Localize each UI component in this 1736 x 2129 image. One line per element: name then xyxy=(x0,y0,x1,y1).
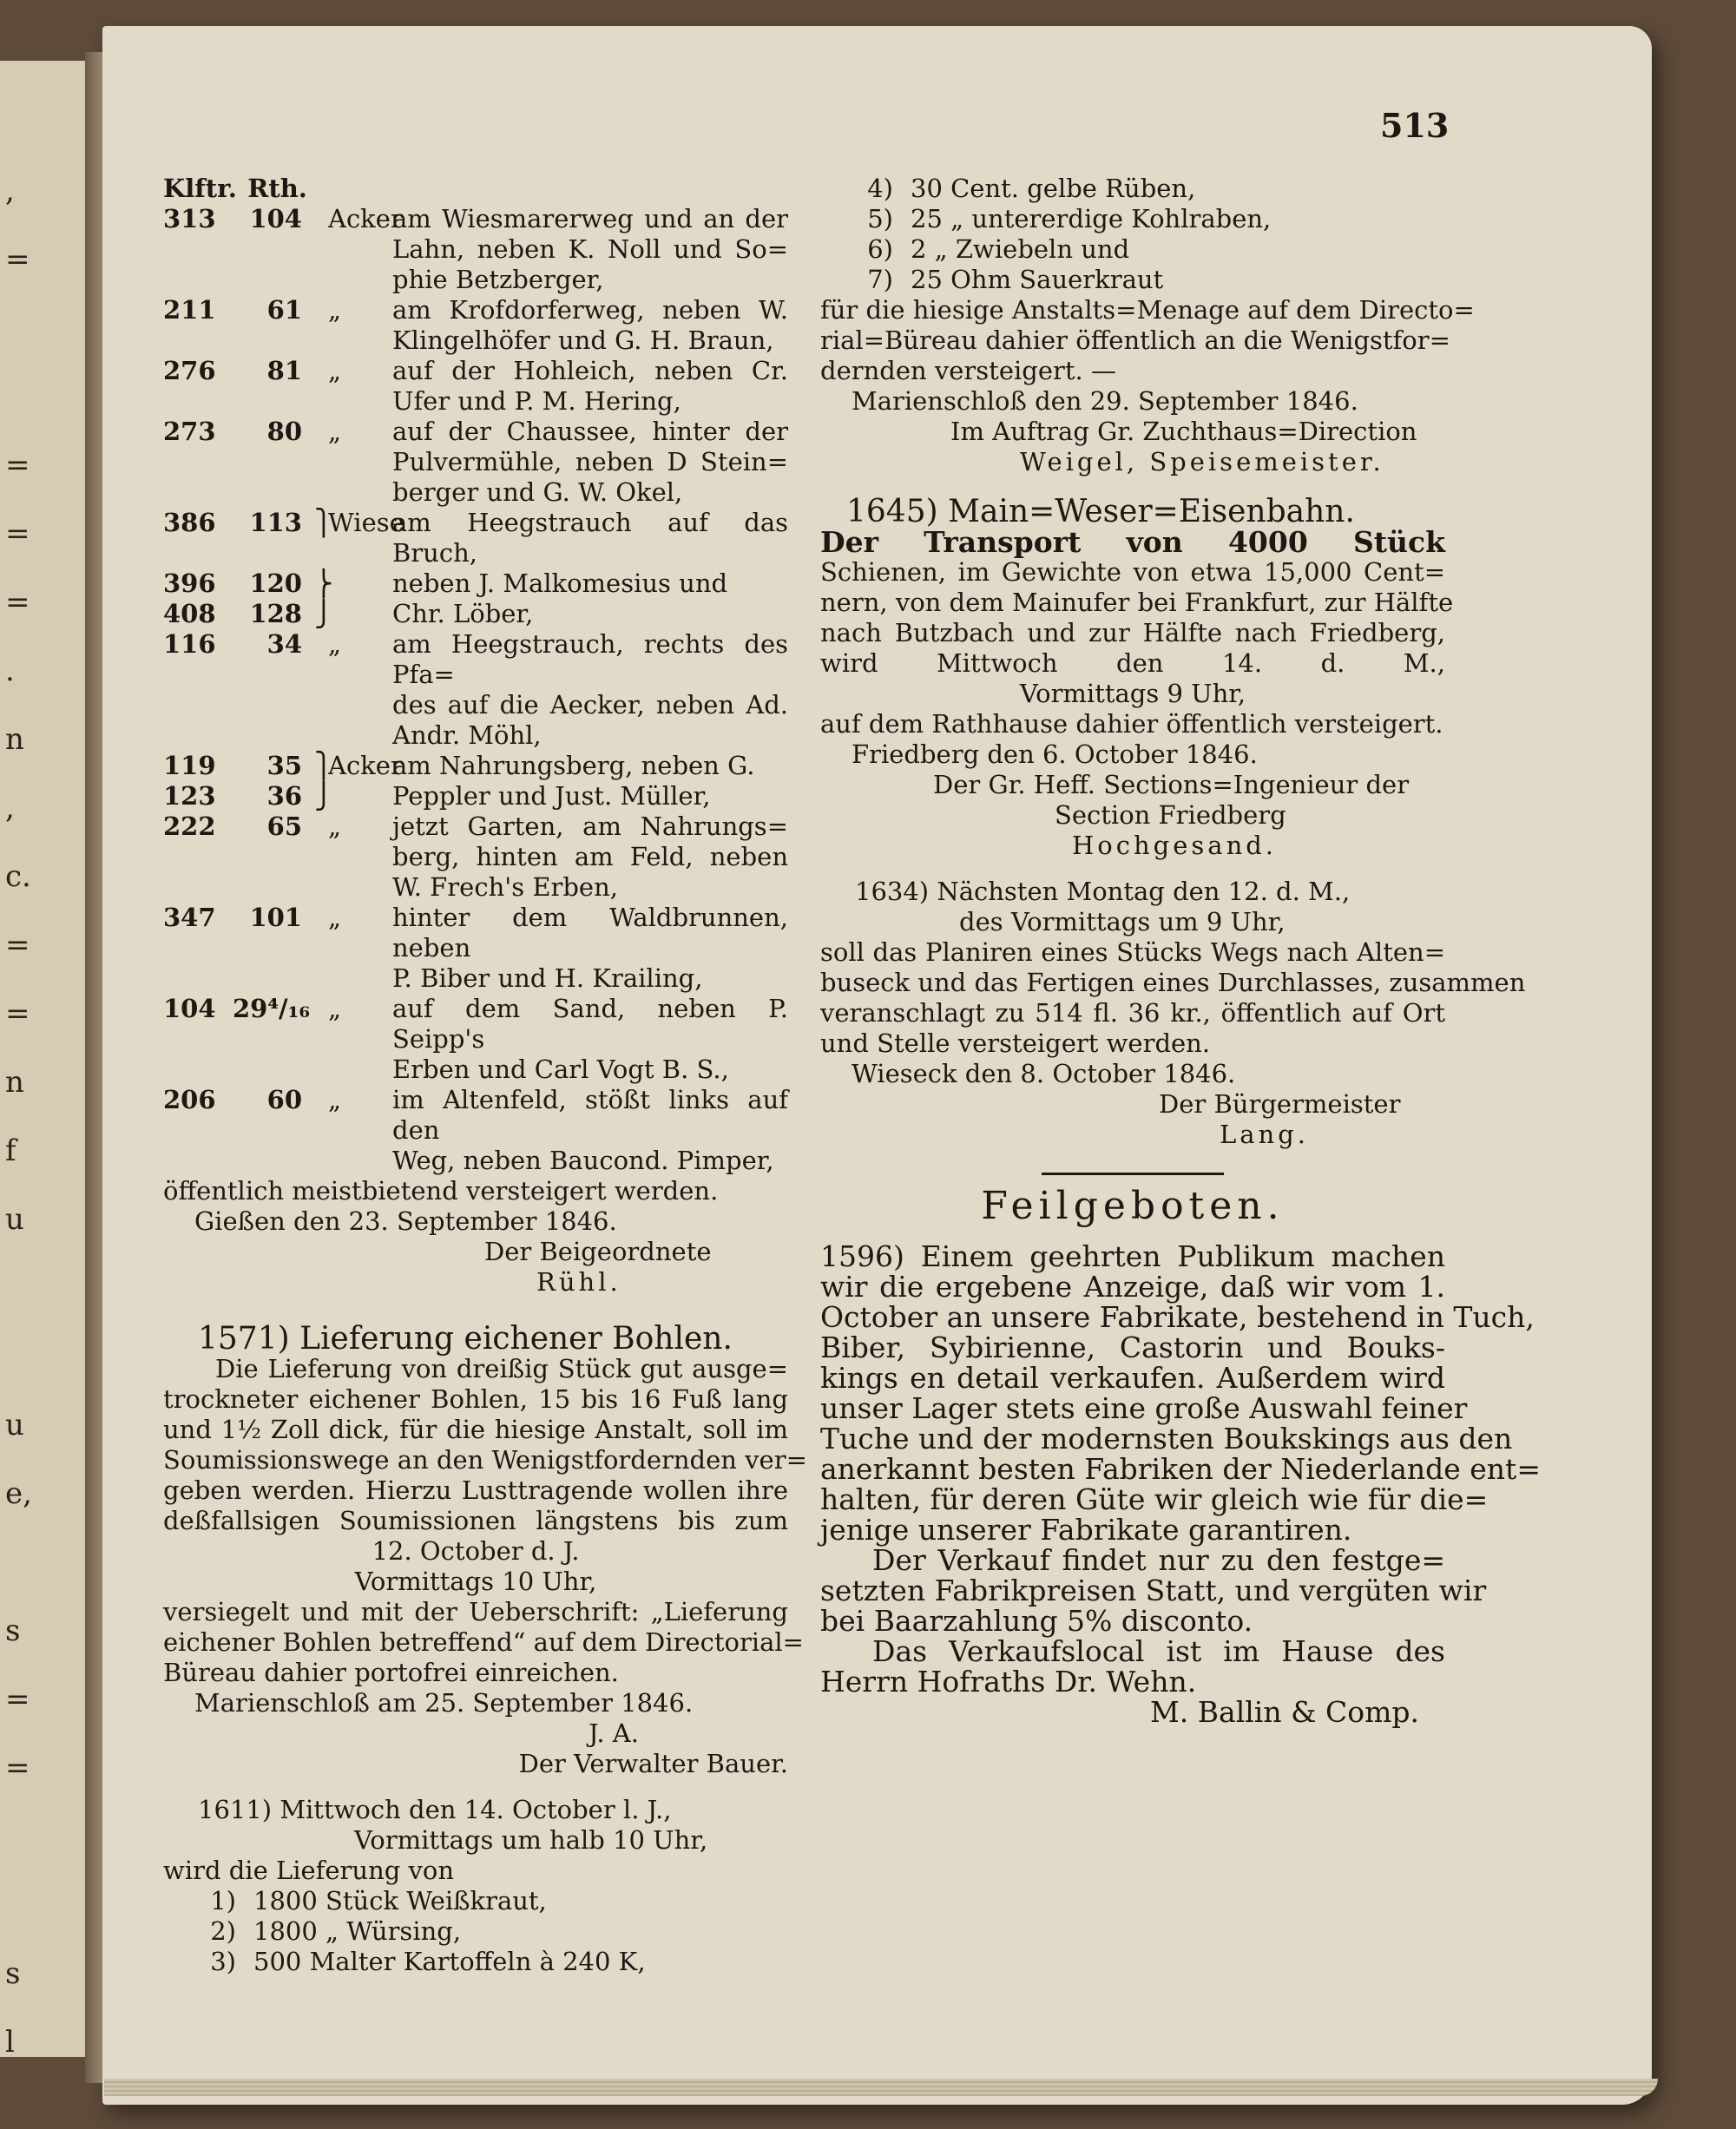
description-line: des auf die Aecker, neben Ad. xyxy=(392,690,788,720)
rth-value: 80 xyxy=(266,417,302,446)
table-row xyxy=(163,356,788,417)
rth-value: 29⁴/₁₆ xyxy=(233,994,311,1023)
section-title-feilgeboten: Feilgeboten. xyxy=(981,1184,1285,1228)
previous-page-fragment: = xyxy=(5,448,30,483)
list-item xyxy=(820,174,1445,204)
text-line: soll das Planiren eines Stücks Wegs nach Alten= xyxy=(820,937,1445,967)
previous-page-fragment: = xyxy=(5,242,30,277)
notice-1645-line-5: auf dem Rathhause dahier öffentlich versteigert. xyxy=(820,709,1443,739)
left-column xyxy=(163,174,807,1977)
klafter-value: 222 xyxy=(163,812,216,841)
table-row xyxy=(163,204,788,295)
text-line: jenige unserer Fabrikate garantiren. xyxy=(820,1513,1352,1547)
table-row xyxy=(163,1085,788,1176)
notice-1611-items xyxy=(163,1886,788,1977)
previous-page-fragment: = xyxy=(5,928,30,963)
row-brace: ⎫ xyxy=(314,508,333,537)
previous-page-fragment: . xyxy=(5,654,15,688)
item-number: 4) xyxy=(867,174,893,203)
table-row xyxy=(163,508,788,568)
row-brace: ⎬ xyxy=(314,568,333,598)
row-brace: ⎭ xyxy=(314,781,333,811)
table-row xyxy=(163,599,788,629)
rth-value: 36 xyxy=(266,781,302,811)
description-line: im Altenfeld, stößt links auf den xyxy=(392,1085,788,1145)
continued-items xyxy=(820,174,1445,295)
notice-1645-place: Friedberg den 6. October 1846. xyxy=(852,739,1258,769)
list-item xyxy=(820,234,1445,265)
previous-page-edge xyxy=(0,61,89,2060)
description-line: am Nahrungsberg, neben G. xyxy=(392,751,755,780)
header-rth: Rth. xyxy=(247,174,307,203)
notice-1645-headline: Der Transport von 4000 Stück xyxy=(820,525,1445,559)
description-line: Chr. Löber, xyxy=(392,599,534,628)
table-row xyxy=(163,417,788,508)
page-number: 513 xyxy=(1380,106,1450,145)
description-line: P. Biber und H. Krailing, xyxy=(392,963,703,993)
previous-page-fragment: e, xyxy=(5,1476,32,1511)
notice-1645-time: Vormittags 9 Uhr, xyxy=(1019,679,1246,708)
land-type: „ xyxy=(328,417,342,446)
land-type: „ xyxy=(328,903,342,932)
klafter-value: 347 xyxy=(163,903,216,932)
previous-page-fragment: l xyxy=(5,2025,15,2060)
rth-value: 34 xyxy=(266,629,302,659)
description-line: Ufer und P. M. Hering, xyxy=(392,386,681,416)
item-text: 500 Malter Kartoffeln à 240 K, xyxy=(253,1947,646,1976)
table-row xyxy=(163,903,788,994)
previous-page-fragment: s xyxy=(5,1613,21,1648)
item-text: 30 Cent. gelbe Rüben, xyxy=(911,174,1196,203)
notice-1634-body xyxy=(820,937,1526,1059)
land-description xyxy=(392,295,788,356)
previous-page-fragment: = xyxy=(5,585,30,620)
klafter-value: 276 xyxy=(163,356,216,385)
notice-1611-line-3: wird die Lieferung von xyxy=(163,1856,455,1885)
description-line: phie Betzberger, xyxy=(392,265,604,294)
rth-value: 104 xyxy=(249,204,302,233)
land-description xyxy=(392,812,788,903)
rth-value: 120 xyxy=(249,568,302,598)
notice-1634-signature-2: Lang. xyxy=(1220,1120,1310,1149)
text-line: geben werden. Hierzu Lusttragende wollen ihre xyxy=(163,1475,788,1505)
land-description xyxy=(392,417,788,508)
klafter-value: 123 xyxy=(163,781,216,811)
klafter-value: 116 xyxy=(163,629,216,659)
text-line: Soumissionswege an den Wenigstfordernden ver= xyxy=(163,1445,807,1475)
item-text: 1800 „ Würsing, xyxy=(253,1916,462,1946)
text-line: eichener Bohlen betreffend“ auf dem Directorial= xyxy=(163,1627,804,1657)
description-line: Lahn, neben K. Noll und So= xyxy=(392,234,788,264)
table-header xyxy=(163,174,788,204)
klafter-value: 386 xyxy=(163,508,216,537)
klafter-value: 104 xyxy=(163,994,216,1023)
notice-1571-initials: J. A. xyxy=(589,1718,639,1748)
section-divider xyxy=(1042,1173,1224,1175)
closing-title: Der Beigeordnete xyxy=(484,1237,712,1266)
description-line: Pulvermühle, neben D Stein= xyxy=(392,447,788,476)
table-row xyxy=(163,781,788,812)
header-klafter: Klftr. xyxy=(163,174,237,203)
klafter-value: 206 xyxy=(163,1085,216,1114)
text-line: veranschlagt zu 514 fl. 36 kr., öffentlich auf Ort xyxy=(820,998,1445,1028)
notice-1634-place: Wieseck den 8. October 1846. xyxy=(852,1059,1236,1088)
text-line: kings en detail verkaufen. Außerdem wird xyxy=(820,1361,1445,1395)
item-text: 25 Ohm Sauerkraut xyxy=(911,265,1164,294)
table-row xyxy=(163,568,788,599)
notice-1571-time: Vormittags 10 Uhr, xyxy=(354,1567,597,1596)
land-type: „ xyxy=(328,994,342,1023)
previous-page-fragment: f xyxy=(5,1133,16,1168)
table-row xyxy=(163,751,788,781)
table-row xyxy=(163,994,788,1085)
text-line: buseck und das Fertigen eines Durchlasses, zusammen xyxy=(820,968,1526,997)
description-line: Peppler und Just. Müller, xyxy=(392,781,711,811)
notice-1596-body-3 xyxy=(820,1634,1445,1699)
description-line: berg, hinten am Feld, neben xyxy=(392,842,788,871)
land-description xyxy=(392,903,788,994)
text-line: October an unsere Fabrikate, bestehend in Tuch, xyxy=(820,1300,1535,1334)
klafter-value: 408 xyxy=(163,599,216,628)
notice-1571-body xyxy=(163,1354,807,1536)
description-line: auf der Hohleich, neben Cr. xyxy=(392,356,788,385)
continued-place: Marienschloß den 29. September 1846. xyxy=(852,386,1358,416)
description-line: am Krofdorferweg, neben W. xyxy=(392,295,788,325)
description-line: W. Frech's Erben, xyxy=(392,872,618,902)
land-description xyxy=(392,568,788,599)
table-row xyxy=(163,812,788,903)
text-line: und Stelle versteigert werden. xyxy=(820,1028,1211,1058)
rth-value: 65 xyxy=(266,812,302,841)
rth-value: 35 xyxy=(266,751,302,780)
description-line: berger und G. W. Okel, xyxy=(392,477,683,507)
klafter-value: 119 xyxy=(163,751,216,780)
notice-1634-line-2: des Vormittags um 9 Uhr, xyxy=(959,907,1286,936)
property-table xyxy=(163,204,788,1176)
description-line: jetzt Garten, am Nahrungs= xyxy=(392,812,788,841)
notice-1571-body-2 xyxy=(163,1597,804,1688)
land-description xyxy=(392,204,788,295)
text-line: rial=Büreau dahier öffentlich an die Wenigstfor= xyxy=(820,325,1450,355)
item-number: 7) xyxy=(867,265,893,294)
item-text: 2 „ Zwiebeln und xyxy=(911,234,1130,264)
land-description xyxy=(392,629,788,751)
description-line: Erben und Carl Vogt B. S., xyxy=(392,1055,729,1084)
rth-value: 101 xyxy=(249,903,302,932)
item-number: 3) xyxy=(210,1947,236,1976)
list-item xyxy=(820,204,1445,234)
klafter-value: 211 xyxy=(163,295,216,325)
item-text: 1800 Stück Weißkraut, xyxy=(253,1886,547,1915)
text-line: nach Butzbach und zur Hälfte nach Friedberg, xyxy=(820,618,1445,647)
row-brace: ⎭ xyxy=(314,599,333,628)
list-item xyxy=(163,1916,788,1947)
land-type: „ xyxy=(328,1085,342,1114)
notice-1611-line-1: 1611) Mittwoch den 14. October l. J., xyxy=(198,1795,672,1824)
list-item xyxy=(163,1886,788,1916)
text-line: bei Baarzahlung 5% disconto. xyxy=(820,1604,1253,1638)
continued-body xyxy=(820,295,1475,386)
text-line: Büreau dahier portofrei einreichen. xyxy=(163,1658,619,1687)
description-line: am Heegstrauch auf das Bruch, xyxy=(392,508,788,568)
previous-page-fragment: u xyxy=(5,1408,24,1442)
item-number: 2) xyxy=(210,1916,236,1946)
land-type: „ xyxy=(328,356,342,385)
list-item xyxy=(820,265,1445,295)
land-type: Acker xyxy=(328,204,403,233)
land-description xyxy=(392,599,788,629)
text-line: Die Lieferung von dreißig Stück gut ausge= xyxy=(215,1354,788,1383)
item-text: 25 „ untererdige Kohlraben, xyxy=(911,204,1272,233)
closing-place-date: Gießen den 23. September 1846. xyxy=(194,1206,617,1236)
land-description xyxy=(392,356,788,417)
text-line: nern, von dem Mainufer bei Frankfurt, zur Hälfte xyxy=(820,588,1454,617)
previous-page-fragment: = xyxy=(5,516,30,551)
notice-1596-signature: M. Ballin & Comp. xyxy=(1150,1695,1419,1729)
klafter-value: 273 xyxy=(163,417,216,446)
land-description xyxy=(392,751,788,781)
notice-1611-line-2: Vormittags um halb 10 Uhr, xyxy=(354,1825,708,1855)
text-line: deßfallsigen Soumissionen längstens bis zum xyxy=(163,1506,788,1535)
description-line: Andr. Möhl, xyxy=(392,720,542,750)
previous-page-fragment: = xyxy=(5,1682,30,1717)
notice-1645-signature-2: Section Friedberg xyxy=(1055,800,1286,830)
notice-1596-body-2 xyxy=(820,1543,1487,1638)
closing-line-1: öffentlich meistbietend versteigert werden. xyxy=(163,1176,719,1206)
item-number: 6) xyxy=(867,234,893,264)
description-line: am Heegstrauch, rechts des Pfa= xyxy=(392,629,788,689)
notice-1634-line-1: 1634) Nächsten Montag den 12. d. M., xyxy=(855,877,1351,906)
text-line: Herrn Hofraths Dr. Wehn. xyxy=(820,1665,1197,1699)
item-number: 1) xyxy=(210,1886,236,1915)
continued-signature-2: Weigel, Speisemeister. xyxy=(1020,447,1384,476)
land-type: „ xyxy=(328,629,342,659)
text-line: 1596) Einem geehrten Publikum machen xyxy=(820,1239,1445,1273)
previous-page-fragment: n xyxy=(5,1065,24,1100)
text-line: versiegelt und mit der Ueberschrift: „Lieferung xyxy=(163,1597,788,1626)
previous-page-fragment: , xyxy=(5,791,15,825)
previous-page-fragment: n xyxy=(5,722,24,757)
rth-value: 60 xyxy=(266,1085,302,1114)
text-line: Schienen, im Gewichte von etwa 15,000 Cent= xyxy=(820,557,1445,587)
previous-page-fragment: , xyxy=(5,174,15,208)
land-description xyxy=(392,508,788,568)
table-row xyxy=(163,295,788,356)
description-line: auf dem Sand, neben P. Seipp's xyxy=(392,994,788,1054)
notice-1645-body xyxy=(820,557,1454,679)
previous-page-fragment: = xyxy=(5,996,30,1031)
land-description xyxy=(392,994,788,1085)
rth-value: 113 xyxy=(249,508,302,537)
notice-1645-title: 1645) Main=Weser=Eisenbahn. xyxy=(846,494,1355,529)
land-description xyxy=(392,781,788,812)
text-line: Der Verkauf findet nur zu den festge= xyxy=(872,1543,1445,1577)
notice-1571-date: 12. October d. J. xyxy=(372,1536,580,1566)
text-line: wir die ergebene Anzeige, daß wir vom 1. xyxy=(820,1270,1445,1304)
notice-1596-body xyxy=(820,1239,1541,1547)
text-line: Biber, Sybirienne, Castorin und Bouks- xyxy=(820,1331,1445,1364)
description-line: am Wiesmarerweg und an der xyxy=(392,204,788,233)
text-line: und 1½ Zoll dick, für die hiesige Anstalt, soll im xyxy=(163,1415,788,1444)
text-line: setzten Fabrikpreisen Statt, und vergüten wir xyxy=(820,1574,1487,1607)
right-column xyxy=(820,174,1541,1730)
text-line: Tuche und der modernsten Boukskings aus den xyxy=(820,1422,1513,1455)
text-line: wird Mittwoch den 14. d. M., xyxy=(820,648,1445,678)
text-line: trockneter eichener Bohlen, 15 bis 16 Fuß lang xyxy=(163,1384,788,1414)
notice-1571-signature: Der Verwalter Bauer. xyxy=(518,1749,788,1778)
table-row xyxy=(163,629,788,751)
notice-1571-place: Marienschloß am 25. September 1846. xyxy=(194,1688,694,1718)
land-type: Wiese xyxy=(328,508,404,537)
notice-1645-signature-1: Der Gr. Heff. Sections=Ingenieur der xyxy=(933,770,1410,799)
notice-1645-signature-3: Hochgesand. xyxy=(1072,831,1278,860)
page-stack-edge xyxy=(104,2079,1658,2096)
continued-signature-1: Im Auftrag Gr. Zuchthaus=Direction xyxy=(950,417,1417,446)
list-item xyxy=(163,1947,788,1977)
klafter-value: 396 xyxy=(163,568,216,598)
text-line: für die hiesige Anstalts=Menage auf dem Directo= xyxy=(820,295,1475,325)
land-description xyxy=(392,1085,788,1176)
text-line: Das Verkaufslocal ist im Hause des xyxy=(872,1634,1445,1668)
closing-signature: Rühl. xyxy=(536,1267,621,1297)
description-line: hinter dem Waldbrunnen, neben xyxy=(392,903,788,963)
previous-page-fragment: c. xyxy=(5,859,31,894)
row-brace: ⎫ xyxy=(314,751,333,780)
previous-page-fragment: s xyxy=(5,1956,21,1991)
description-line: Klingelhöfer und G. H. Braun, xyxy=(392,325,774,355)
rth-value: 128 xyxy=(249,599,302,628)
land-type: „ xyxy=(328,295,342,325)
previous-page-fragment: = xyxy=(5,1751,30,1785)
text-line: halten, für deren Güte wir gleich wie für die= xyxy=(820,1482,1489,1516)
notice-1634-signature-1: Der Bürgermeister xyxy=(1159,1089,1401,1119)
description-line: auf der Chaussee, hinter der xyxy=(392,417,788,446)
rth-value: 81 xyxy=(266,356,302,385)
land-type: Acker xyxy=(328,751,403,780)
previous-page-fragment: u xyxy=(5,1202,24,1237)
klafter-value: 313 xyxy=(163,204,216,233)
description-line: Weg, neben Baucond. Pimper, xyxy=(392,1146,774,1175)
notice-1571-title: 1571) Lieferung eichener Bohlen. xyxy=(198,1321,733,1357)
text-line: unser Lager stets eine große Auswahl feiner xyxy=(820,1391,1468,1425)
rth-value: 61 xyxy=(266,295,302,325)
text-line: dernden versteigert. — xyxy=(820,356,1116,385)
land-type: „ xyxy=(328,812,342,841)
description-line: neben J. Malkomesius und xyxy=(392,568,728,598)
item-number: 5) xyxy=(867,204,893,233)
text-line: anerkannt besten Fabriken der Niederlande ent= xyxy=(820,1452,1541,1486)
